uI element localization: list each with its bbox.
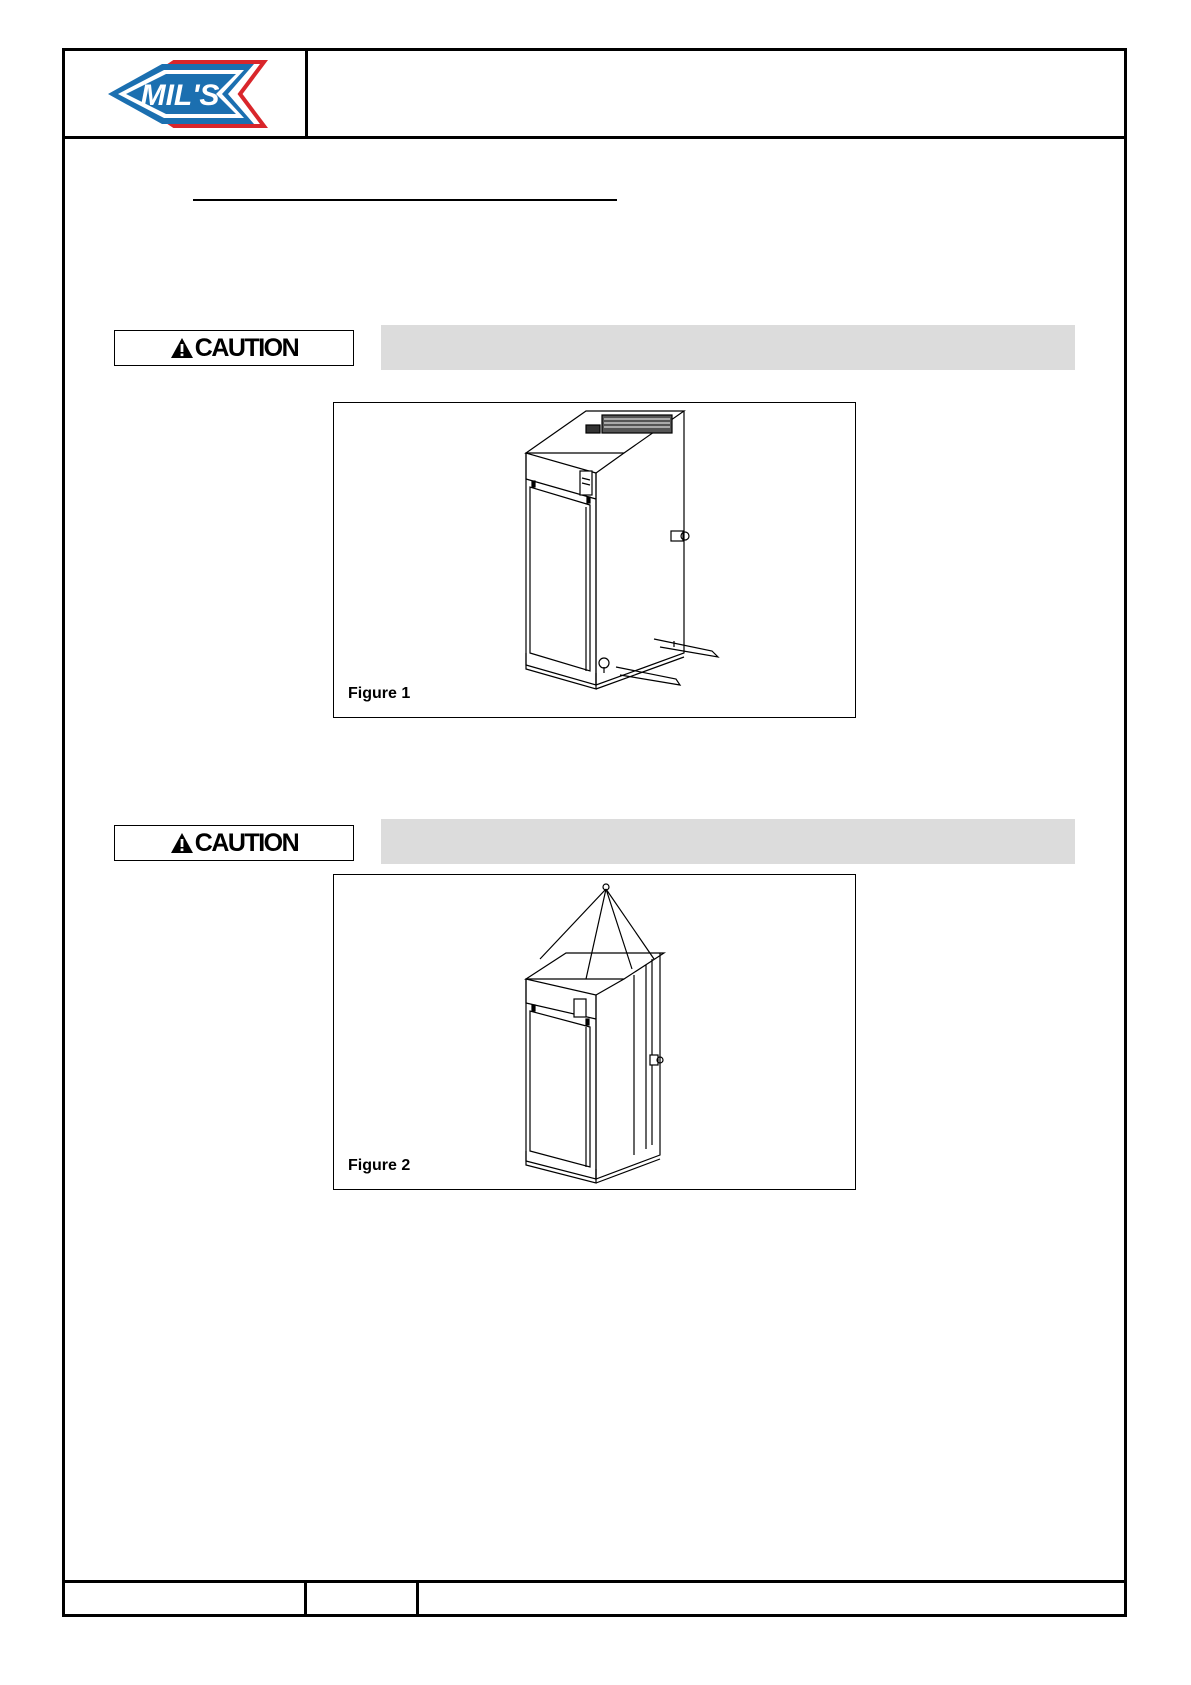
- figure-1: [333, 402, 856, 718]
- footer-cell-divider-2: [416, 1580, 419, 1617]
- caution-text: CAUTION: [194, 828, 299, 857]
- caution-label-1: [114, 330, 354, 366]
- caution-label-2: [114, 825, 354, 861]
- warning-triangle-icon: [170, 337, 194, 359]
- caution-message-bar-2: [381, 819, 1075, 864]
- mils-logo: [104, 56, 274, 132]
- warning-triangle-icon: [170, 832, 194, 854]
- section-title-underline: [193, 199, 617, 201]
- figure-2-label: Figure 2: [348, 1157, 411, 1174]
- figure-2: [333, 874, 856, 1190]
- caution-text: CAUTION: [194, 333, 299, 362]
- unit-on-pallet-illustration: [334, 403, 857, 719]
- figure-1-label: Figure 1: [348, 685, 411, 702]
- mils-logo-text: MIL'S: [140, 79, 220, 112]
- footer-divider: [62, 1580, 1127, 1583]
- unit-lifting-sling-illustration: [334, 875, 857, 1191]
- header-divider: [62, 136, 1127, 139]
- caution-message-bar-1: [381, 325, 1075, 370]
- footer-cell-divider-1: [304, 1580, 307, 1617]
